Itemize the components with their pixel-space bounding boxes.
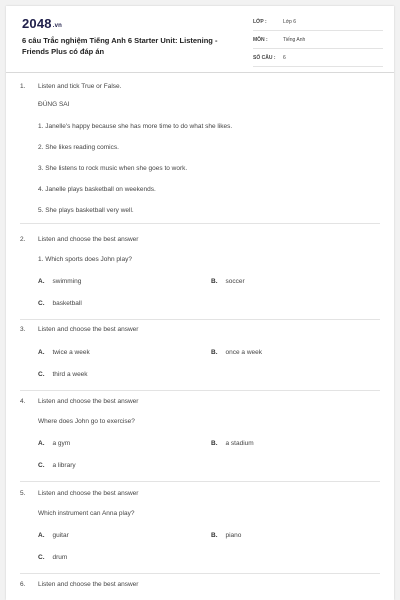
option-letter: B. (211, 349, 218, 356)
option-text: a stadium (225, 440, 254, 447)
question-divider (20, 573, 380, 574)
option-letter: B. (211, 440, 218, 447)
question-text: Listen and choose the best answer (38, 326, 139, 333)
option-letter: A. (38, 532, 45, 539)
question-divider (20, 390, 380, 391)
true-false-heading: ĐÚNG SAI (38, 101, 70, 108)
site-logo[interactable] (22, 16, 62, 31)
option-letter: B. (211, 278, 218, 285)
statement-item: 5. She plays basketball very well. (38, 207, 134, 214)
answer-option-a[interactable] (38, 349, 90, 356)
answer-option-c[interactable] (38, 554, 67, 561)
statement-item: 2. She likes reading comics. (38, 144, 119, 151)
question-prompt: Where does John go to exercise? (38, 418, 135, 425)
logo-suffix: .vn (52, 23, 63, 29)
statement-item: 4. Janelle plays basketball on weekends. (38, 186, 156, 193)
answer-option-b[interactable] (211, 440, 254, 447)
worksheet-header (6, 6, 394, 73)
meta-value: Lớp 6 (283, 19, 297, 25)
option-letter: B. (211, 532, 218, 539)
option-text: drum (52, 554, 68, 561)
option-text: piano (225, 532, 242, 539)
option-letter: C. (38, 554, 45, 561)
question-divider (20, 319, 380, 320)
question-text: Listen and choose the best answer (38, 490, 139, 497)
option-letter: C. (38, 371, 45, 378)
answer-option-a[interactable] (38, 532, 69, 539)
answer-option-a[interactable] (38, 278, 81, 285)
worksheet-page (6, 6, 394, 600)
statement-item: 3. She listens to rock music when she goes to work. (38, 165, 188, 172)
worksheet-meta (253, 16, 383, 70)
option-text: a gym (52, 440, 71, 447)
question-number: 4. (20, 398, 26, 405)
answer-option-c[interactable] (38, 462, 76, 469)
question-prompt: Which instrument can Anna play? (38, 510, 135, 517)
meta-label: SỐ CÂU : (253, 55, 276, 61)
question-number: 3. (20, 326, 26, 333)
meta-label: MÔN : (253, 37, 268, 43)
meta-row-subject (253, 34, 383, 49)
question-text: Listen and tick True or False. (38, 83, 122, 90)
meta-row-class (253, 16, 383, 31)
option-text: twice a week (52, 349, 90, 356)
meta-value: 6 (283, 55, 286, 61)
option-letter: C. (38, 462, 45, 469)
question-divider (20, 481, 380, 482)
question-text: Listen and choose the best answer (38, 236, 139, 243)
answer-option-c[interactable] (38, 300, 82, 307)
question-number: 6. (20, 581, 26, 588)
question-text: Listen and choose the best answer (38, 398, 139, 405)
question-text: Listen and choose the best answer (38, 581, 139, 588)
statement-item: 1. Janelle's happy because she has more time to do what she likes. (38, 123, 233, 130)
option-letter: C. (38, 300, 45, 307)
meta-label: LỚP : (253, 19, 267, 25)
meta-value: Tiếng Anh (283, 37, 306, 43)
question-number: 1. (20, 83, 26, 90)
option-text: once a week (225, 349, 262, 356)
answer-option-c[interactable] (38, 371, 88, 378)
option-letter: A. (38, 349, 45, 356)
logo-text: 2048 (22, 16, 52, 31)
option-text: a library (52, 462, 76, 469)
worksheet-title: 6 câu Trắc nghiệm Tiếng Anh 6 Starter Unit: Listening - Friends Plus có đáp án (22, 36, 218, 56)
option-letter: A. (38, 440, 45, 447)
option-text: basketball (52, 300, 82, 307)
option-letter: A. (38, 278, 45, 285)
question-number: 5. (20, 490, 26, 497)
option-text: third a week (52, 371, 88, 378)
option-text: soccer (225, 278, 245, 285)
option-text: swimming (52, 278, 82, 285)
answer-option-b[interactable] (211, 532, 241, 539)
question-divider (20, 223, 380, 224)
answer-option-a[interactable] (38, 440, 70, 447)
question-number: 2. (20, 236, 26, 243)
answer-option-b[interactable] (211, 278, 245, 285)
question-prompt: 1. Which sports does John play? (38, 256, 132, 263)
option-text: guitar (52, 532, 69, 539)
meta-row-count (253, 52, 383, 67)
answer-option-b[interactable] (211, 349, 262, 356)
